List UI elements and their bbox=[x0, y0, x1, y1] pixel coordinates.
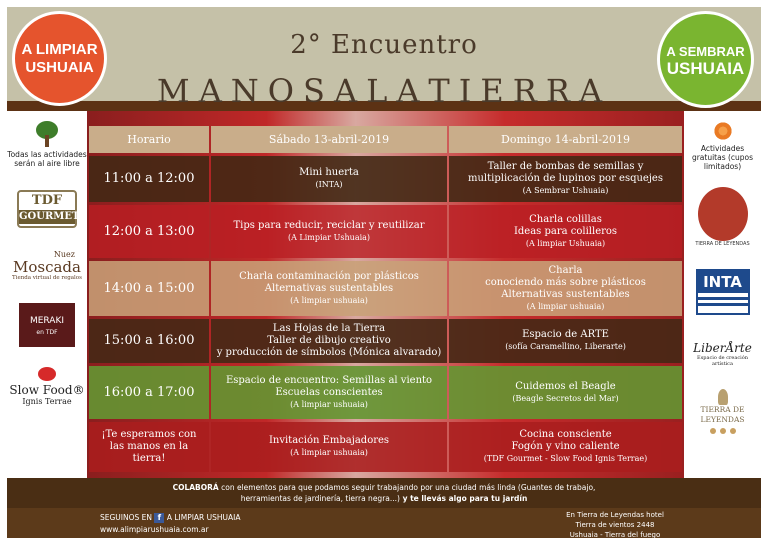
meraki-sub: en TDF bbox=[36, 329, 58, 336]
time-cell bbox=[89, 366, 209, 419]
collaborate-line2: herramientas de jardinería, tierra negra...) bbox=[240, 494, 400, 503]
moscada-name: Moscada bbox=[13, 258, 81, 276]
inta-text: INTA bbox=[698, 271, 748, 293]
logo-right-line1: A SEMBRAR bbox=[666, 43, 745, 59]
gourmet-logo-text: GOURMET bbox=[19, 211, 80, 222]
activity-line: conociendo más sobre plásticos bbox=[485, 276, 646, 288]
octopus-logo bbox=[698, 187, 748, 241]
activity-organizer: (A Sembrar Ushuaia) bbox=[522, 186, 609, 195]
collaborate-line2-bold: y te llevás algo para tu jardín bbox=[399, 494, 528, 503]
activity-organizer: (A limpiar ushuaia) bbox=[290, 295, 368, 305]
meraki-name: MERAKI bbox=[29, 316, 65, 326]
snail-icon bbox=[38, 367, 56, 381]
activity-organizer: (A limpiar ushuaia) bbox=[290, 448, 368, 457]
title-letter: E bbox=[480, 72, 513, 110]
title-letter: M bbox=[156, 72, 199, 110]
activity-line: Invitación Embajadores bbox=[268, 435, 390, 446]
saturday-activity bbox=[211, 422, 447, 472]
collaborate-note bbox=[7, 478, 761, 508]
venue-address: Tierra de vientos 2448 bbox=[575, 521, 655, 529]
activity-organizer: (sofía Caramellino, Liberarte) bbox=[505, 342, 626, 351]
saturday-activity bbox=[211, 205, 447, 258]
title-letter: I bbox=[458, 72, 481, 110]
time-label: 14:00 a 15:00 bbox=[103, 280, 195, 296]
activity-line: Mini huerta bbox=[299, 167, 359, 178]
activity-organizer: (A limpiar ushuaia) bbox=[526, 301, 605, 311]
activity-line: Charla bbox=[548, 264, 583, 276]
saturday-activity bbox=[211, 156, 447, 202]
activity-line: Alternativas sustentables bbox=[501, 288, 630, 300]
moscada-tagline: Tienda virtual de regalos bbox=[12, 275, 82, 281]
activity-line: Cocina consciente bbox=[519, 429, 612, 440]
sunday-activity bbox=[449, 205, 682, 258]
leyendas-name: TIERRA DE LEYENDAS bbox=[700, 405, 745, 424]
saturday-activity bbox=[211, 366, 447, 419]
sunday-activity bbox=[449, 156, 682, 202]
slowfood-sub: Ignis Terrae bbox=[22, 397, 72, 406]
social-info bbox=[100, 512, 241, 536]
liberarte-name: LiberÅrte bbox=[693, 341, 752, 355]
tdf-gourmet-logo bbox=[17, 190, 80, 228]
saturday-activity bbox=[211, 319, 447, 363]
time-cell bbox=[89, 205, 209, 258]
moscada-small: Nuez bbox=[53, 250, 75, 259]
header-horario: Horario bbox=[89, 126, 209, 153]
venue-info bbox=[540, 510, 690, 540]
tdf-logo-text: TDF bbox=[31, 193, 63, 208]
activity-line: Taller de dibujo creativo bbox=[267, 335, 391, 346]
time-label: 16:00 a 17:00 bbox=[103, 384, 195, 400]
activity-line: Escuelas conscientes bbox=[275, 386, 383, 398]
event-title bbox=[150, 72, 618, 110]
octopus-logo-text: TIERRA DE LEYENDAS bbox=[695, 241, 750, 247]
activity-line: Tips para reducir, reciclar y reutilizar bbox=[233, 219, 425, 231]
venue-name: En Tierra de Leyendas hotel bbox=[566, 511, 664, 519]
time-label: 11:00 a 12:00 bbox=[103, 171, 195, 186]
tree-icon bbox=[36, 121, 58, 147]
time-label: 12:00 a 13:00 bbox=[103, 223, 195, 239]
activity-line: Charla contaminación por plásticos bbox=[239, 270, 419, 282]
title-letter: A bbox=[198, 72, 231, 110]
activity-organizer: (A limpiar ushuaia) bbox=[290, 399, 368, 409]
time-cell bbox=[89, 319, 209, 363]
venue-city: Ushuaia - Tierra del fuego bbox=[569, 531, 661, 539]
time-label: 15:00 a 16:00 bbox=[103, 333, 195, 348]
activity-organizer: (A Limpiar Ushuaia) bbox=[287, 232, 371, 242]
activity-line: Taller de bombas de semillas y bbox=[487, 161, 644, 172]
header-domingo: Domingo 14-abril-2019 bbox=[449, 126, 682, 153]
activity-organizer: (INTA) bbox=[315, 180, 343, 189]
free-activities-note: Actividades gratuitas (cupos limitados) bbox=[691, 144, 754, 171]
outdoor-note: Todas las actividades serán al aire libre bbox=[7, 150, 87, 168]
activity-line: y producción de símbolos (Mónica alvarado) bbox=[216, 347, 442, 358]
header-sabado: Sábado 13-abril-2019 bbox=[211, 126, 447, 153]
activity-organizer: (A limpiar Ushuaia) bbox=[525, 238, 606, 248]
activity-organizer: (Beagle Secretos del Mar) bbox=[512, 393, 619, 403]
title-letter: S bbox=[303, 72, 334, 110]
title-letter: R bbox=[512, 72, 546, 110]
facebook-icon[interactable]: f bbox=[154, 513, 164, 523]
sunday-activity bbox=[449, 422, 682, 472]
facebook-page-link[interactable]: A LIMPIAR USHUAIA bbox=[166, 513, 241, 522]
activity-line: Charla colillas bbox=[529, 213, 602, 225]
activity-line: Espacio de encuentro: Semillas al viento bbox=[225, 374, 433, 386]
collaborate-line1: con elementos para que podamos seguir trabajando por una ciudad más linda (Guantes de trabajo, bbox=[218, 483, 596, 492]
title-letter: R bbox=[545, 72, 579, 110]
slow-food-logo bbox=[7, 367, 87, 406]
flower-icon bbox=[713, 121, 733, 141]
time-cell bbox=[89, 156, 209, 202]
title-letter: A bbox=[333, 72, 367, 110]
logo-left-line1: A LIMPIAR bbox=[21, 40, 98, 58]
time-cell bbox=[89, 422, 209, 472]
a-sembrar-ushuaia-logo bbox=[657, 11, 754, 108]
title-letter: T bbox=[428, 72, 459, 110]
slowfood-name: Slow Food® bbox=[9, 383, 85, 397]
liberarte-tagline: Espacio de creación artística bbox=[697, 355, 748, 367]
title-letter: N bbox=[230, 72, 268, 110]
follow-label: SEGUINOS EN bbox=[100, 513, 153, 522]
sponsors-right bbox=[684, 111, 761, 478]
activity-line: multiplicación de lupinos por esquejes bbox=[468, 173, 663, 184]
title-letter: O bbox=[267, 72, 304, 110]
sunday-activity bbox=[449, 261, 682, 316]
activity-line: Cuidemos el Beagle bbox=[515, 380, 616, 392]
activity-line: Las Hojas de la Tierra bbox=[272, 323, 386, 334]
meraki-logo bbox=[19, 303, 75, 347]
activity-line: Ideas para colilleros bbox=[513, 225, 618, 237]
tierra-de-leyendas-logo bbox=[686, 389, 760, 434]
activity-organizer: (TDF Gourmet - Slow Food Ignis Terrae) bbox=[483, 454, 648, 463]
sunday-activity bbox=[449, 366, 682, 419]
saturday-activity bbox=[211, 261, 447, 316]
logo-right-line2: USHUAIA bbox=[666, 58, 745, 78]
a-limpiar-ushuaia-logo bbox=[12, 11, 107, 106]
sponsors-left bbox=[7, 111, 87, 478]
activity-line: Espacio de ARTE bbox=[522, 329, 609, 340]
time-cell bbox=[89, 261, 209, 316]
event-subtitle: 2° Encuentro bbox=[290, 30, 478, 60]
nuez-moscada-logo bbox=[9, 250, 85, 281]
inta-logo bbox=[696, 269, 750, 315]
collaborate-bold: COLABORÁ bbox=[172, 483, 219, 492]
title-letter: A bbox=[578, 72, 612, 110]
schedule-table bbox=[87, 111, 684, 478]
website-link[interactable]: www.alimpiarushuaia.com.ar bbox=[100, 525, 209, 534]
leyendas-icon bbox=[718, 389, 728, 405]
activity-line: Fogón y vino caliente bbox=[511, 441, 620, 452]
logo-left-line2: USHUAIA bbox=[25, 58, 94, 76]
time-label: ¡Te esperamos con las manos en la tierra! bbox=[101, 429, 197, 464]
title-letter: A bbox=[396, 72, 429, 110]
liberarte-logo bbox=[687, 341, 759, 367]
sunday-activity bbox=[449, 319, 682, 363]
activity-line: Alternativas sustentables bbox=[264, 282, 394, 294]
title-letter: L bbox=[366, 72, 397, 110]
